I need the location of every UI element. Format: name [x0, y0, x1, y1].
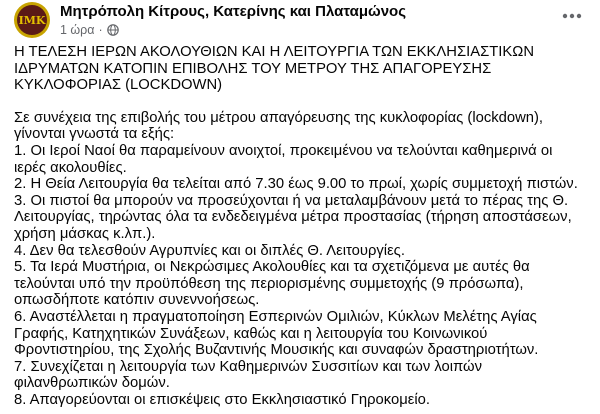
post-intro: Σε συνέχεια της επιβολής του μέτρου απαγόρευσης της κυκλοφορίας (lockdown), γίνονται γνωστά τα εξής:: [14, 109, 544, 143]
svg-text:ΙΜΚ: ΙΜΚ: [18, 14, 46, 27]
list-item: 8. Απαγορεύονται οι επισκέψεις στο Εκκλησιαστικό Γηροκομείο.: [14, 391, 430, 408]
more-options-icon[interactable]: [560, 6, 584, 26]
list-item: 5. Τα Ιερά Μυστήρια, οι Νεκρώσιμες Ακολουθίες και τα σχετιζόμενα με αυτές θα τελούνται υπό την προϋπόθεση της περιορισμένης συμμετοχής (9 πρόσωπα), οπωσδήποτε κατόπιν συνεννοήσεως.: [14, 259, 530, 309]
list-item: 6. Αναστέλλεται η πραγματοποίηση Εσπερινών Ομιλιών, Κύκλων Μελέτης Αγίας Γραφής, Κατηχητικών Συνάξεων, καθώς και η λειτουργία του Κοινωνικού Φροντιστηρίου, της Σχολής Βυζαντινής Μουσικής και συναφών δραστηριοτήτων.: [14, 308, 539, 359]
page-name-link[interactable]: Μητρόπολη Κίτρους, Κατερίνης και Πλαταμώνος: [60, 3, 407, 20]
post-body: [14, 44, 588, 408]
list-item: 1. Οι Ιεροί Ναοί θα παραμείνουν ανοιχτοί, προκειμένου να τελούνται καθημερινά οι ιερές ακολουθίες.: [14, 142, 553, 176]
page-avatar[interactable]: [14, 2, 50, 38]
list-item: 3. Οι πιστοί θα μπορούν να προσεύχονται ή να μεταλαμβάνουν μετά το πέρας της Θ. Λειτουργίας, τηρώντας όλα τα ενδεδειγμένα μέτρα προστασίας (τήρηση αποστάσεων, χρήση μάσκας κ.λπ.).: [14, 192, 572, 242]
list-item: 7. Συνεχίζεται η λειτουργία των Καθημερινών Συσσιτίων και των λοιπών φιλανθρωπικών δομών.: [14, 358, 482, 392]
post-heading: Η ΤΕΛΕΣΗ ΙΕΡΩΝ ΑΚΟΛΟΥΘΙΩΝ ΚΑΙ Η ΛΕΙΤΟΥΡΓΙΑ ΤΩΝ ΕΚΚΛΗΣΙΑΣΤΙΚΩΝ ΙΔΡΥΜΑΤΩΝ ΚΑΤΟΠΙΝ ΕΠΙΒΟΛΗΣ ΤΟΥ ΜΕΤΡΟΥ ΤΗΣ ΑΠΑΓΟΡΕΥΣΗΣ ΚΥΚΛΟΦΟΡΙΑΣ (LOCKDOWN): [14, 44, 535, 94]
globe-icon[interactable]: [107, 24, 119, 36]
metropolis-logo-icon: [17, 5, 47, 35]
post-header: [14, 0, 588, 40]
meta-separator: ·: [98, 23, 103, 37]
post-timestamp[interactable]: 1 ώρα: [60, 23, 95, 37]
list-item: 4. Δεν θα τελεσθούν Αγρυπνίες και οι διπλές Θ. Λειτουργίες.: [14, 242, 405, 259]
post-meta: [60, 23, 406, 37]
post-header-text: [60, 0, 406, 37]
list-item: 2. Η Θεία Λειτουργία θα τελείται από 7.30 έως 9.00 το πρωί, χωρίς συμμετοχή πιστών.: [14, 176, 578, 193]
